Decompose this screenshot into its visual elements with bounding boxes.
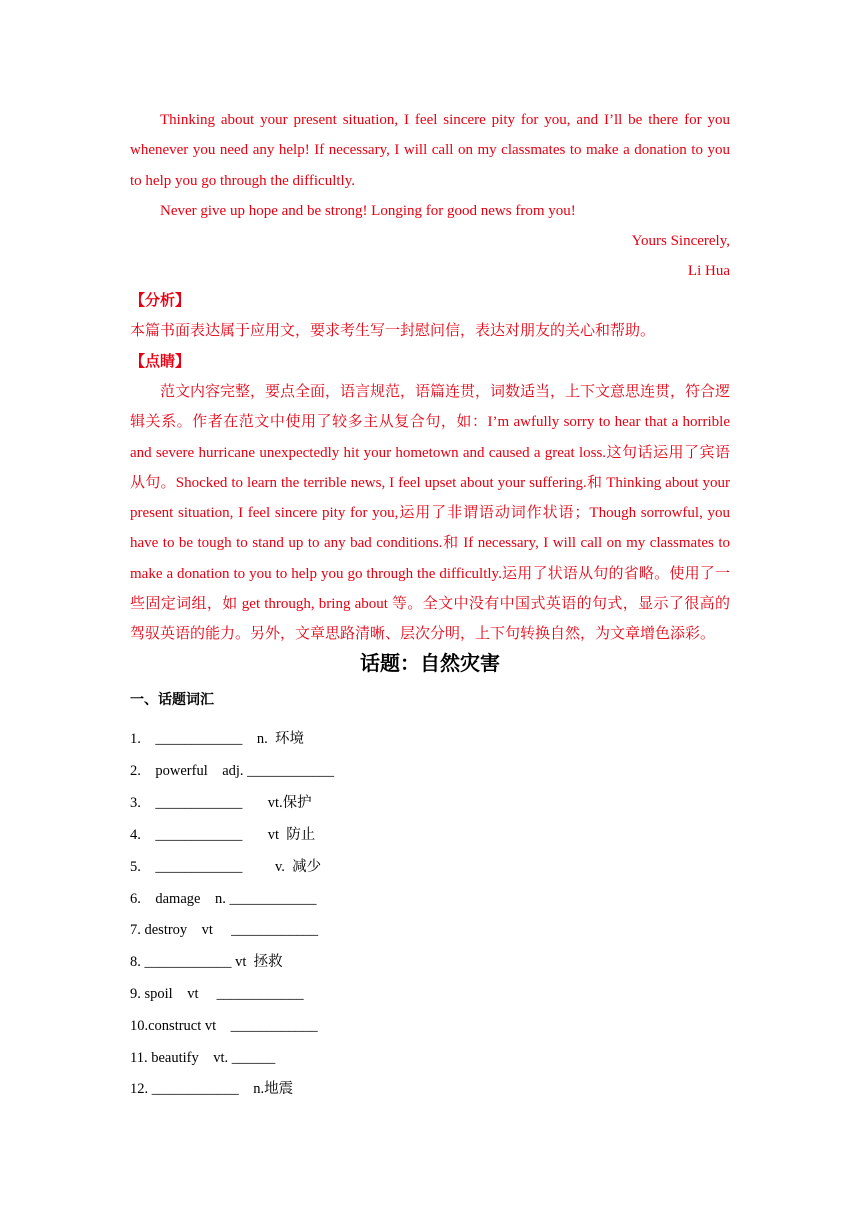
- vocab-item-4: 4. ____________ vt 防止: [130, 827, 316, 843]
- letter-paragraph-1: Thinking about your present situation, I feel sincere pity for you, and I’ll be there for you whenever you need any help! If necessary, I will call on my classmates to make a donation to you to help you go through the difficultly.: [130, 112, 730, 189]
- vocab-item-2: 2. powerful adj. ____________: [130, 763, 335, 779]
- letter-closing: Yours Sincerely,: [631, 233, 730, 249]
- analysis-label: 【分析】: [130, 293, 191, 309]
- vocab-item-3: 3. ____________ vt.保护: [130, 795, 312, 811]
- vocab-item-1: 1. ____________ n. 环境: [130, 731, 304, 747]
- topic-title: 话题：自然灾害: [360, 651, 500, 675]
- vocab-item-10: 10.construct vt ____________: [130, 1018, 318, 1034]
- vocab-item-9: 9. spoil vt ____________: [130, 986, 304, 1002]
- vocab-item-12: 12. ____________ n.地震: [130, 1081, 294, 1097]
- comment-label: 【点睛】: [130, 354, 191, 370]
- section-heading: 一、话题词汇: [130, 692, 214, 708]
- analysis-text: 本篇书面表达属于应用文，要求考生写一封慰问信，表达对朋友的关心和帮助。: [130, 323, 656, 339]
- vocab-item-6: 6. damage n. ____________: [130, 891, 317, 907]
- vocab-item-11: 11. beautify vt. ______: [130, 1050, 276, 1066]
- letter-signature: Li Hua: [687, 263, 730, 279]
- comment-text: 范文内容完整，要点全面，语言规范，语篇连贯，词数适当，上下文意思连贯，符合逻辑关系。作者在范文中使用了较多主从复合句，如：I’m awfully sorry to hear that a horrible and severe hurricane unexpectedly hit your hometown and caused a great loss.这句话运用了宾语从句。Shocked to learn the terrible news, I feel upset about your suffering.和 Thinking about your present situation, I feel sincere pity for you,运用了非谓语动词作状语；Though sorrowful, you have to be tough to stand up to any bad conditions.和 If necessary, I will call on my classmates to make a donation to you to help you go through the difficultly.运用了状语从句的省略。使用了一些固定词组，如 get through, bring about 等。全文中没有中国式英语的句式，显示了很高的驾驭英语的能力。另外，文章思路清晰、层次分明，上下句转换自然，为文章增色添彩。: [130, 384, 731, 643]
- letter-paragraph-2: Never give up hope and be strong! Longing for good news from you!: [160, 203, 576, 219]
- vocab-item-7: 7. destroy vt ____________: [130, 922, 319, 938]
- vocab-item-8: 8. ____________ vt 拯救: [130, 954, 283, 970]
- vocab-item-5: 5. ____________ v. 减少: [130, 859, 322, 875]
